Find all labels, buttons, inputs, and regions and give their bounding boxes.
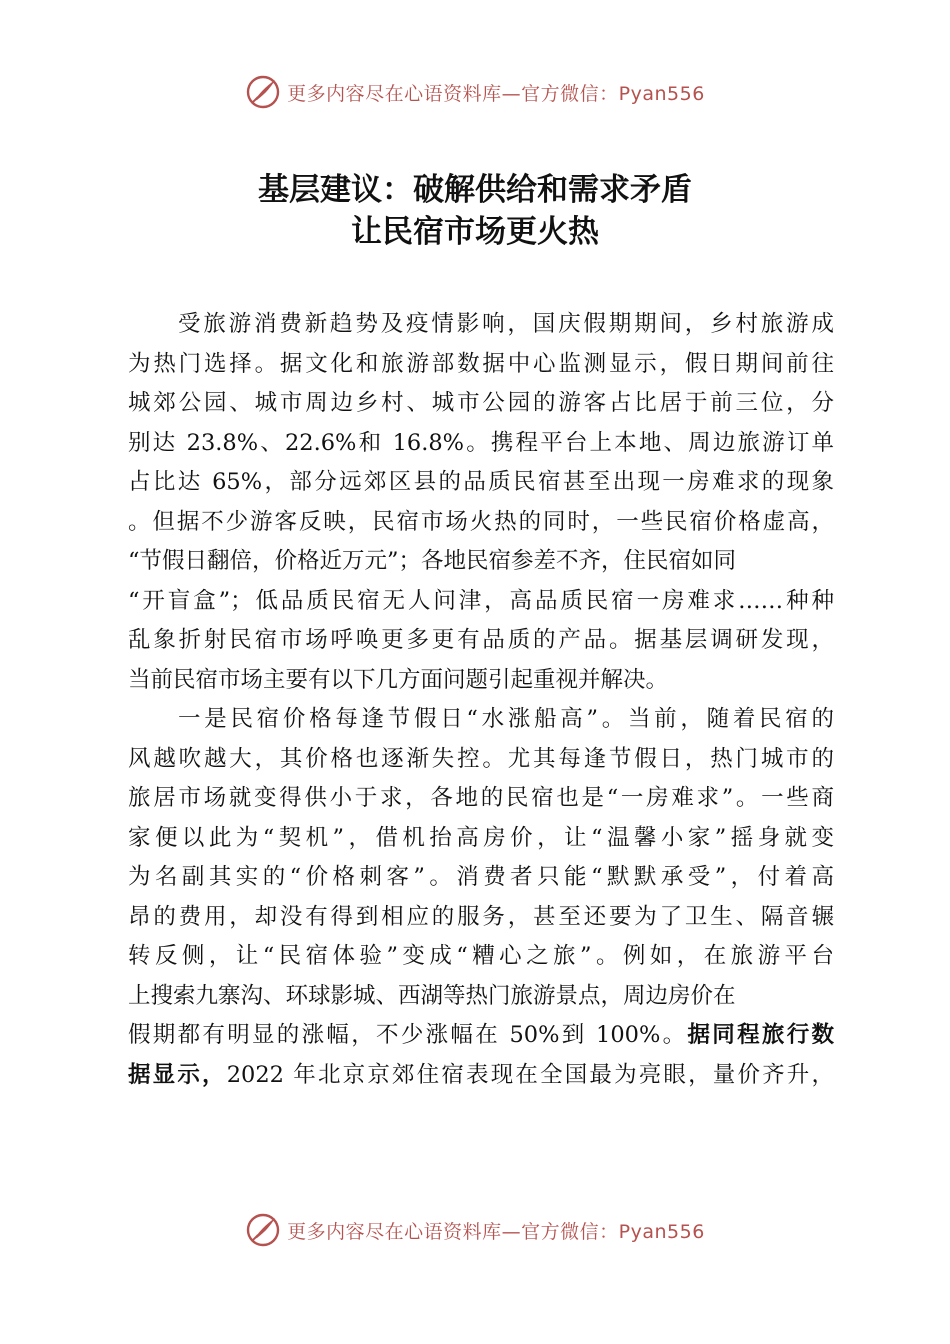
text-line: 风越吹越大，其价格也逐渐失控。尤其每逢节假日，热门城市的 bbox=[128, 745, 834, 772]
text-line: 当前民宿市场主要有以下几方面问题引起重视并解决。 bbox=[128, 666, 669, 693]
text-line: 转反侧，让“民宿体验”变成“糟心之旅”。例如，在旅游平台 bbox=[128, 943, 834, 969]
banner-text: 更多内容尽在心语资料库—官方微信：Pyan556 bbox=[287, 82, 705, 105]
text-line: 旅居市场就变得供小于求，各地的民宿也是“一房难求”。一些商 bbox=[128, 785, 834, 811]
quill-pen-logo-icon bbox=[245, 1212, 281, 1248]
text-line: 一是民宿价格每逢节假日“水涨船高”。当前，随着民宿的 bbox=[178, 706, 834, 732]
banner-text: 更多内容尽在心语资料库—官方微信：Pyan556 bbox=[287, 1220, 705, 1243]
text-line: 为名副其实的“价格刺客”。消费者只能“默默承受”，付着高 bbox=[128, 864, 834, 890]
text-line: 乱象折射民宿市场呼唤更多更有品质的产品。据基层调研发现， bbox=[128, 627, 834, 653]
text-line-mixed bbox=[128, 1016, 834, 1056]
text-bold: 据显示， bbox=[128, 1061, 227, 1088]
header-banner bbox=[0, 72, 950, 112]
text-line: 城郊公园、城市周边乡村、城市公园的游客占比居于前三位，分 bbox=[128, 390, 834, 416]
text-line: 家便以此为“契机”，借机抬高房价，让“温馨小家”摇身就变 bbox=[128, 824, 834, 851]
text-line: 上搜索九寨沟、环球影城、西湖等热门旅游景点，周边房价在 bbox=[128, 982, 736, 1009]
article-body bbox=[128, 305, 834, 1095]
text-line: “开盲盒”；低品质民宿无人问津，高品质民宿一房难求……种种 bbox=[128, 587, 834, 614]
text-line: 昂的费用，却没有得到相应的服务，甚至还要为了卫生、隔音辗 bbox=[128, 903, 834, 930]
text-line: 受旅游消费新趋势及疫情影响，国庆假期期间，乡村旅游成 bbox=[178, 311, 834, 337]
footer-banner bbox=[0, 1210, 950, 1250]
paragraph-2 bbox=[128, 700, 834, 1095]
text-line: 占比达 65%，部分远郊区县的品质民宿甚至出现一房难求的现象 bbox=[128, 469, 834, 495]
quill-pen-logo-icon bbox=[245, 74, 281, 110]
text-line: 别达 23.8%、22.6%和 16.8%。携程平台上本地、周边旅游订单 bbox=[128, 429, 834, 456]
page-title-line-1: 基层建议：破解供给和需求矛盾 bbox=[258, 172, 692, 208]
paragraph-1 bbox=[128, 305, 834, 700]
text-line: 为热门选择。据文化和旅游部数据中心监测显示，假日期间前往 bbox=[128, 350, 834, 377]
text-line: “节假日翻倍，价格近万元”；各地民宿参差不齐，住民宿如同 bbox=[128, 548, 737, 574]
page-title-line-2: 让民宿市场更火热 bbox=[351, 214, 599, 250]
text-line-mixed bbox=[128, 1056, 834, 1096]
text-bold: 据同程旅行数 bbox=[687, 1022, 834, 1048]
text-line: 。但据不少游客反映，民宿市场火热的同时，一些民宿价格虚高， bbox=[128, 508, 834, 535]
text-normal: 假期都有明显的涨幅，不少涨幅在 50%到 100%。 bbox=[128, 1022, 688, 1048]
text-normal: 2022 年北京京郊住宿表现在全国最为亮眼，量价齐升， bbox=[226, 1061, 834, 1088]
